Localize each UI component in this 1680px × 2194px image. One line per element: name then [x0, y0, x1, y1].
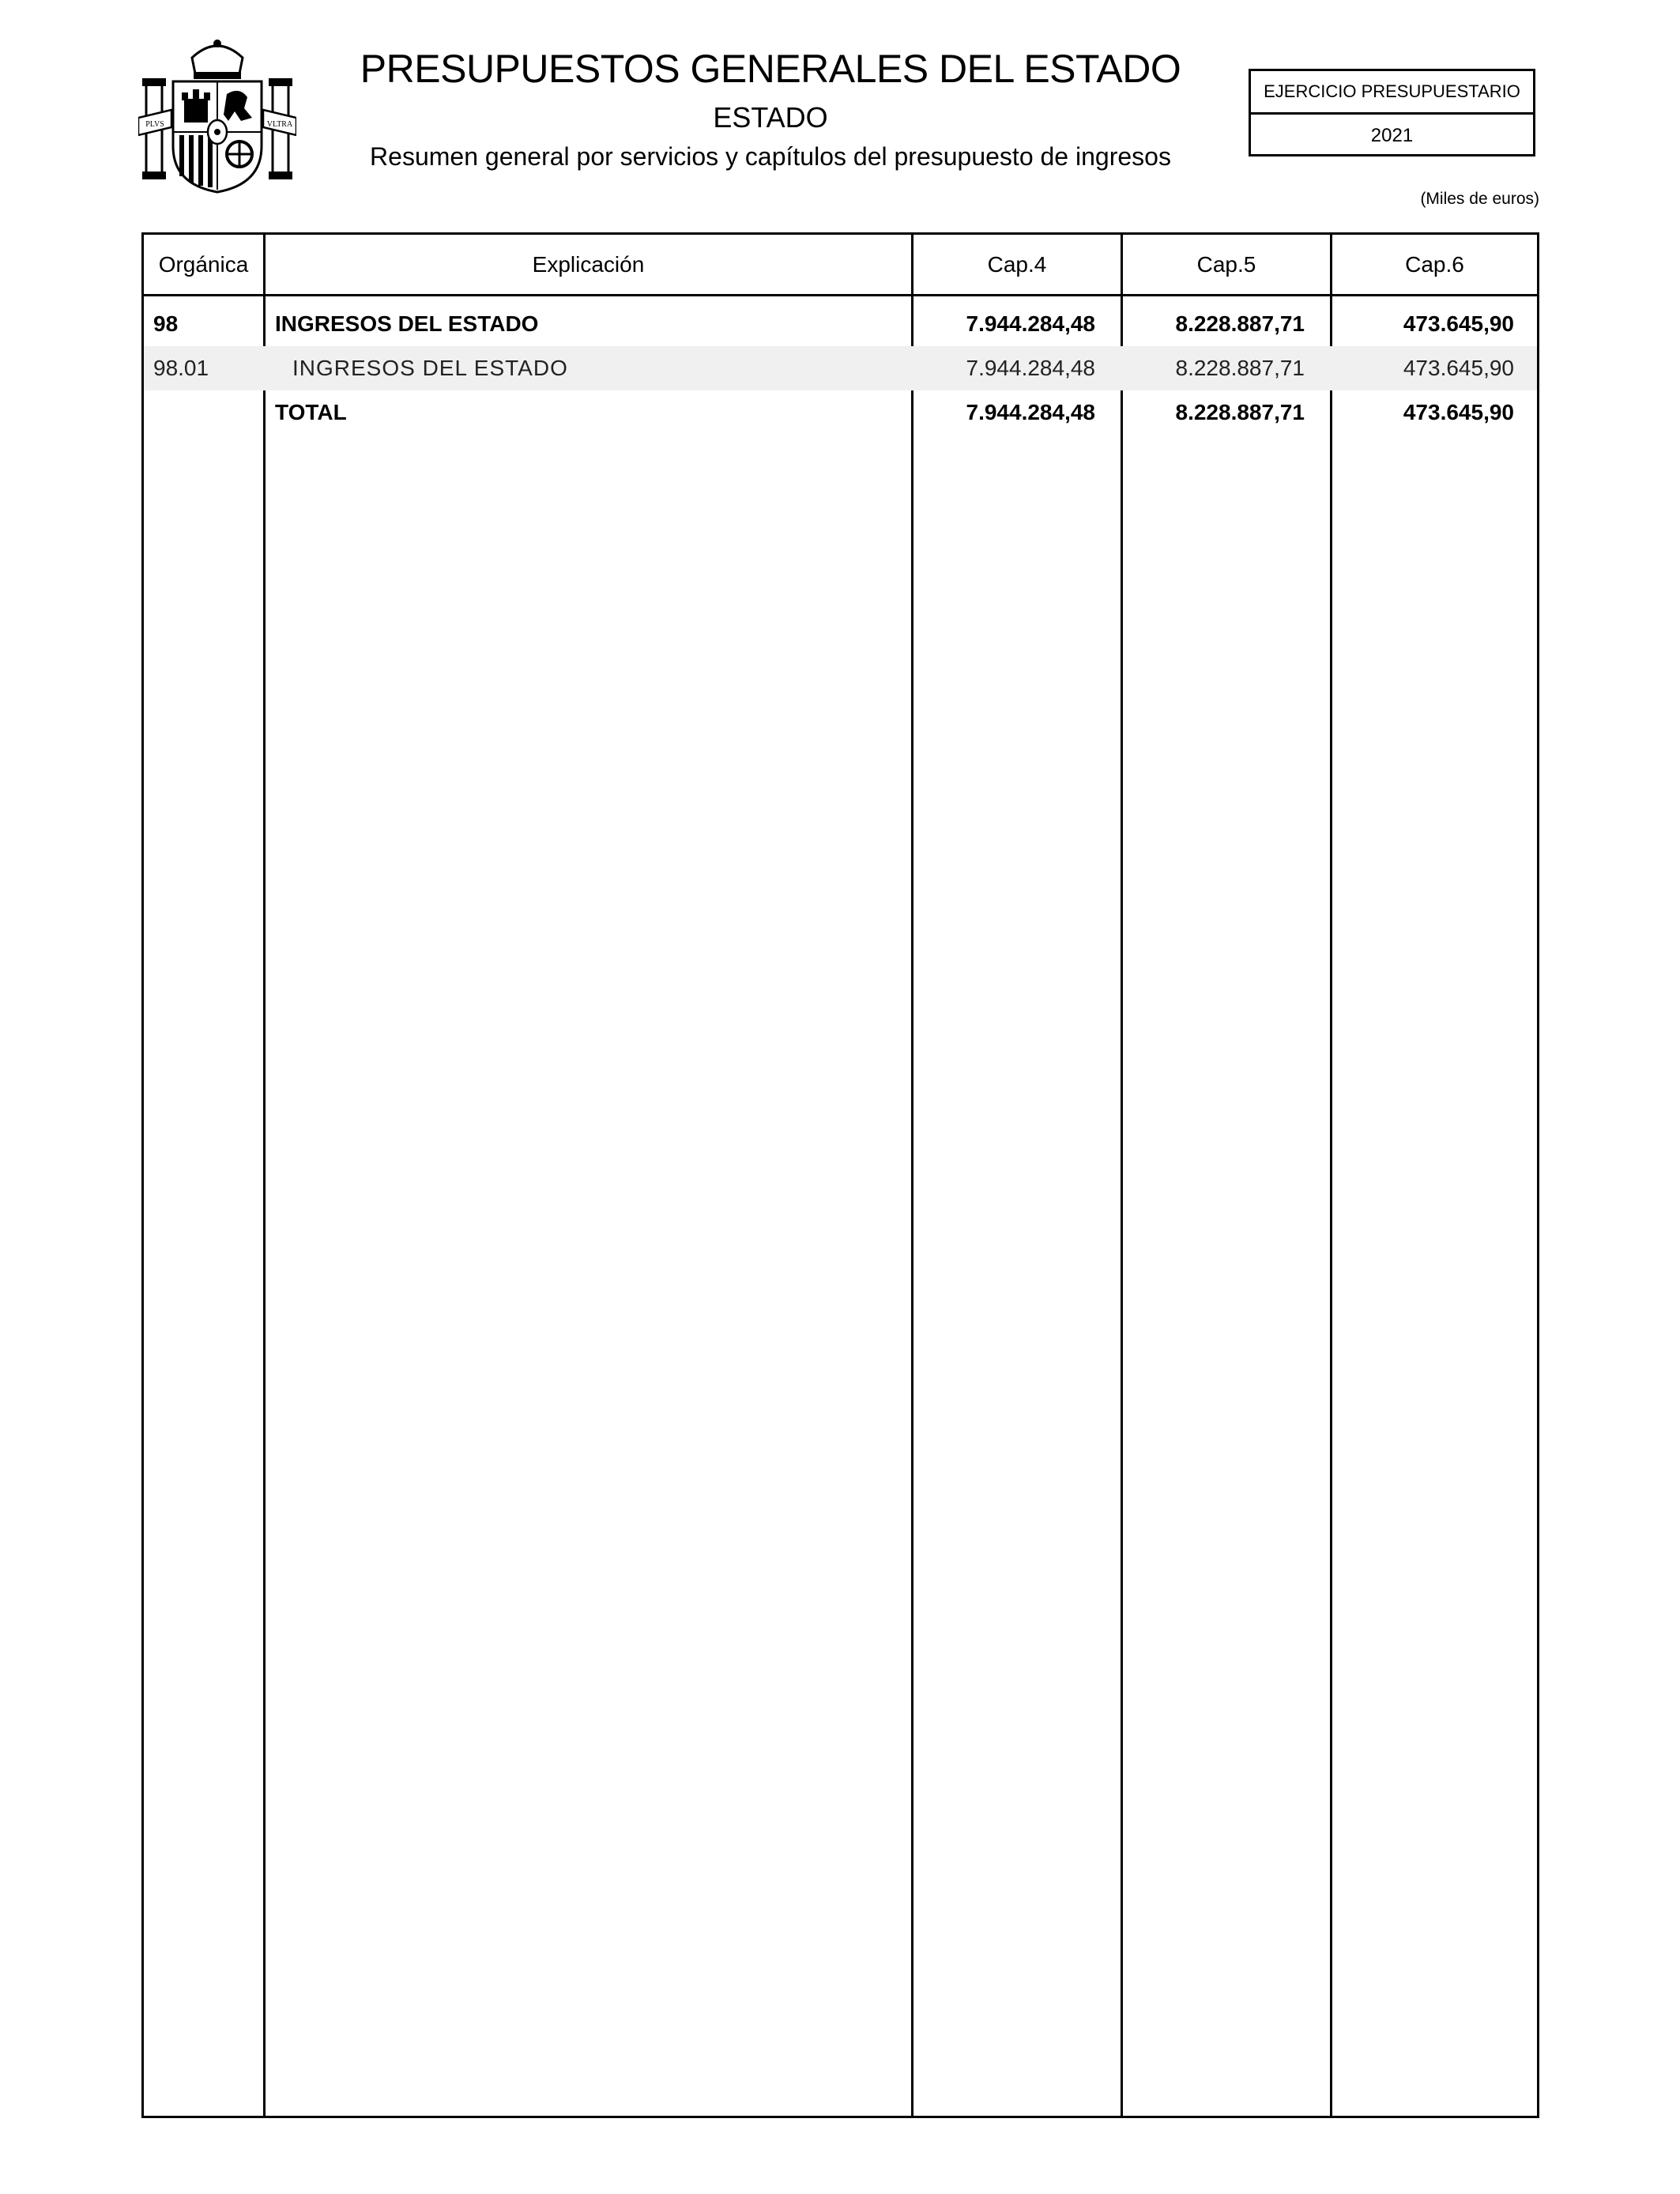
cell-cap4: 7.944.284,48 — [966, 311, 1095, 336]
column-header-cap5: Cap.5 — [1196, 251, 1256, 277]
column-divider — [911, 232, 913, 2118]
cell-organica: 98.01 — [153, 356, 209, 380]
cell-cap4: 7.944.284,48 — [966, 356, 1095, 380]
column-divider — [1330, 232, 1332, 2118]
table-row-total — [144, 390, 1537, 435]
cell-explicacion: INGRESOS DEL ESTADO — [292, 356, 568, 380]
page-title: PRESUPUESTOS GENERALES DEL ESTADO — [360, 47, 1181, 91]
cell-explicacion: INGRESOS DEL ESTADO — [275, 311, 539, 336]
cell-cap6: 473.645,90 — [1403, 400, 1514, 424]
cell-cap5: 8.228.887,71 — [1175, 311, 1305, 336]
column-header-organica: Orgánica — [158, 251, 249, 277]
exercise-box — [1249, 69, 1535, 156]
column-header-cap6: Cap.6 — [1405, 251, 1464, 277]
svg-text:VLTRA: VLTRA — [266, 120, 293, 129]
page-subtitle: ESTADO — [713, 101, 828, 134]
header-divider — [141, 294, 1539, 296]
table-row — [144, 302, 1537, 346]
column-header-cap4: Cap.4 — [987, 251, 1047, 277]
cell-explicacion: TOTAL — [275, 400, 347, 424]
coat-of-arms-icon — [138, 36, 296, 194]
svg-text:PLVS: PLVS — [145, 120, 164, 129]
table-row — [144, 346, 1537, 390]
cell-cap5: 8.228.887,71 — [1175, 400, 1305, 424]
exercise-year: 2021 — [1370, 124, 1414, 146]
units-note: (Miles de euros) — [1420, 190, 1539, 208]
column-header-explicacion: Explicación — [532, 251, 645, 277]
cell-organica: 98 — [153, 311, 179, 336]
cell-cap6: 473.645,90 — [1403, 356, 1514, 380]
page-description: Resumen general por servicios y capítulos del presupuesto de ingresos — [370, 142, 1171, 171]
cell-cap4: 7.944.284,48 — [966, 400, 1095, 424]
column-divider — [263, 232, 266, 2118]
cell-cap5: 8.228.887,71 — [1175, 356, 1305, 380]
column-divider — [1121, 232, 1123, 2118]
cell-cap6: 473.645,90 — [1403, 311, 1514, 336]
exercise-label: EJERCICIO PRESUPUESTARIO — [1251, 71, 1533, 115]
